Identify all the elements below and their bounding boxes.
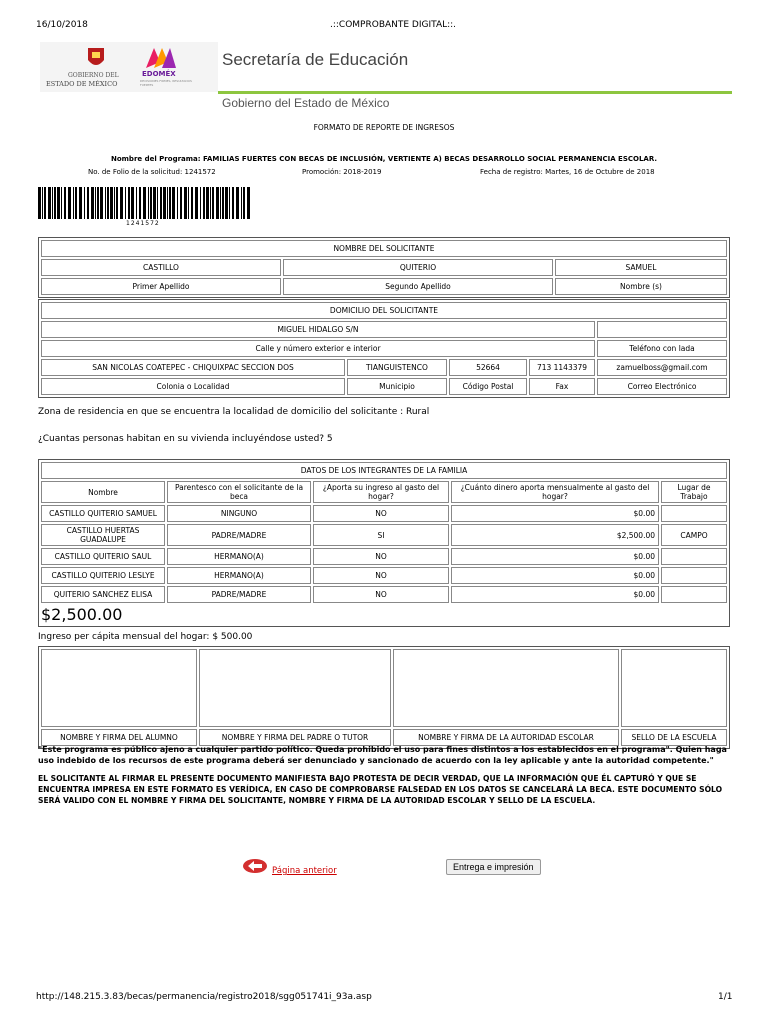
member-name: CASTILLO HUERTAS GUADALUPE bbox=[41, 524, 165, 546]
print-title: .::COMPROBANTE DIGITAL::. bbox=[330, 20, 457, 30]
member-name: CASTILLO QUITERIO LESLYE bbox=[41, 567, 165, 584]
program-line: Nombre del Programa: FAMILIAS FUERTES CON BECAS DE INCLUSIÓN, VERTIENTE A) BECAS DESARROLLO SOCIAL PERMANENCIA ESCOLAR. bbox=[110, 155, 658, 163]
barcode-bar bbox=[157, 187, 158, 219]
barcode-bar bbox=[139, 187, 141, 219]
barcode-bar bbox=[200, 187, 201, 219]
barcode-bar bbox=[84, 187, 85, 219]
familia-header: DATOS DE LOS INTEGRANTES DE LA FAMILIA bbox=[41, 462, 727, 479]
firma-autoridad-label: NOMBRE Y FIRMA DE LA AUTORIDAD ESCOLAR bbox=[393, 729, 619, 746]
table-row bbox=[41, 505, 727, 522]
barcode-bar bbox=[131, 187, 134, 219]
member-contributes: SI bbox=[313, 524, 449, 546]
barcode-bar bbox=[114, 187, 115, 219]
member-amount: $0.00 bbox=[451, 505, 659, 522]
barcode-bar bbox=[232, 187, 234, 219]
member-relation: HERMANO(A) bbox=[167, 548, 311, 565]
gov-logo-text-1: GOBIERNO DEL bbox=[68, 72, 119, 79]
familia-section bbox=[38, 459, 730, 627]
telefono-label: Teléfono con lada bbox=[597, 340, 727, 357]
member-amount: $0.00 bbox=[451, 567, 659, 584]
barcode-bar bbox=[216, 187, 219, 219]
entrega-impresion-button[interactable]: Entrega e impresión bbox=[446, 859, 541, 875]
firma-autoridad-space bbox=[393, 649, 619, 727]
personas-vivienda: ¿Cuantas personas habitan en su vivienda incluyéndose usted? 5 bbox=[38, 434, 333, 444]
member-contributes: NO bbox=[313, 505, 449, 522]
firma-padre-label: NOMBRE Y FIRMA DEL PADRE O TUTOR bbox=[199, 729, 391, 746]
member-contributes: NO bbox=[313, 548, 449, 565]
footer-page: 1/1 bbox=[718, 992, 733, 1002]
total-value: $2,500.00 bbox=[41, 605, 123, 624]
barcode-bar bbox=[163, 187, 166, 219]
barcode-bar bbox=[236, 187, 239, 219]
fax-label: Fax bbox=[529, 378, 595, 395]
table-row bbox=[41, 586, 727, 603]
calle-label: Calle y número exterior e interior bbox=[41, 340, 595, 357]
barcode-bar bbox=[172, 187, 175, 219]
gov-logo-text-2: ESTADO DE MÉXICO bbox=[46, 80, 118, 88]
form-title: FORMATO DE REPORTE DE INGRESOS bbox=[313, 123, 455, 132]
barcode-bar bbox=[87, 187, 89, 219]
member-relation: HERMANO(A) bbox=[167, 567, 311, 584]
member-contributes: NO bbox=[313, 567, 449, 584]
barcode-bar bbox=[61, 187, 62, 219]
table-row bbox=[41, 567, 727, 584]
barcode bbox=[38, 187, 250, 221]
cp-label: Código Postal bbox=[449, 378, 527, 395]
barcode-bar bbox=[125, 187, 126, 219]
member-relation: PADRE/MADRE bbox=[167, 524, 311, 546]
footer-url: http://148.215.3.83/becas/permanencia/registro2018/sgg051741i_93a.asp bbox=[36, 992, 372, 1002]
col-parentesco: Parentesco con el solicitante de la beca bbox=[167, 481, 311, 503]
barcode-bar bbox=[48, 187, 51, 219]
sello-escuela-label: SELLO DE LA ESCUELA bbox=[621, 729, 727, 746]
member-name: QUITERIO SANCHEZ ELISA bbox=[41, 586, 165, 603]
colonia-value: SAN NICOLAS COATEPEC - CHIQUIXPAC SECCION DOS bbox=[41, 359, 345, 376]
sello-escuela-space bbox=[621, 649, 727, 727]
segundo-apellido-value: QUITERIO bbox=[283, 259, 553, 276]
barcode-bar bbox=[241, 187, 242, 219]
barcode-bar bbox=[191, 187, 193, 219]
print-date: 16/10/2018 bbox=[36, 20, 88, 30]
barcode-bar bbox=[97, 187, 99, 219]
barcode-number: 1241572 bbox=[126, 220, 160, 227]
barcode-bar bbox=[136, 187, 137, 219]
promocion: Promoción: 2018-2019 bbox=[302, 168, 382, 176]
calle-value: MIGUEL HIDALGO S/N bbox=[41, 321, 595, 338]
cp-value: 52664 bbox=[449, 359, 527, 376]
barcode-bar bbox=[153, 187, 156, 219]
barcode-bars bbox=[38, 187, 250, 219]
barcode-bar bbox=[225, 187, 228, 219]
gobierno-subtitle: Gobierno del Estado de México bbox=[222, 96, 390, 110]
gov-logo bbox=[40, 42, 218, 92]
secretaria-title: Secretaría de Educación bbox=[222, 50, 409, 69]
member-name: CASTILLO QUITERIO SAUL bbox=[41, 548, 165, 565]
pagina-anterior-link[interactable]: Página anterior bbox=[272, 866, 337, 876]
banner-separator bbox=[218, 91, 732, 94]
member-amount: $2,500.00 bbox=[451, 524, 659, 546]
member-amount: $0.00 bbox=[451, 548, 659, 565]
member-workplace bbox=[661, 567, 727, 584]
firma-alumno-space bbox=[41, 649, 197, 727]
barcode-bar bbox=[229, 187, 230, 219]
barcode-bar bbox=[116, 187, 118, 219]
barcode-bar bbox=[38, 187, 41, 219]
barcode-bar bbox=[73, 187, 74, 219]
member-relation: PADRE/MADRE bbox=[167, 586, 311, 603]
member-workplace bbox=[661, 548, 727, 565]
barcode-bar bbox=[128, 187, 130, 219]
zona-residencia: Zona de residencia en que se encuentra la localidad de domicilio del solicitante : Rural bbox=[38, 407, 430, 417]
barcode-bar bbox=[177, 187, 178, 219]
solicitante-section bbox=[38, 237, 730, 398]
barcode-bar bbox=[247, 187, 250, 219]
banner bbox=[40, 42, 732, 120]
barcode-bar bbox=[107, 187, 109, 219]
barcode-bar bbox=[167, 187, 168, 219]
segundo-apellido-label: Segundo Apellido bbox=[283, 278, 553, 295]
municipio-label: Municipio bbox=[347, 378, 447, 395]
barcode-bar bbox=[79, 187, 82, 219]
barcode-bar bbox=[57, 187, 60, 219]
firmas-section bbox=[38, 646, 730, 749]
edomex-text: EDOMÉX bbox=[142, 70, 176, 78]
ingreso-percapita: Ingreso per cápita mensual del hogar: $ 500.00 bbox=[38, 632, 253, 642]
barcode-bar bbox=[160, 187, 162, 219]
correo-value: zamuelboss@gmail.com bbox=[597, 359, 727, 376]
table-row bbox=[41, 548, 727, 565]
barcode-bar bbox=[120, 187, 123, 219]
primer-apellido-value: CASTILLO bbox=[41, 259, 281, 276]
barcode-bar bbox=[184, 187, 187, 219]
barcode-bar bbox=[243, 187, 245, 219]
barcode-bar bbox=[220, 187, 221, 219]
barcode-bar bbox=[44, 187, 46, 219]
member-workplace bbox=[661, 505, 727, 522]
member-contributes: NO bbox=[313, 586, 449, 603]
col-lugar: Lugar de Trabajo bbox=[661, 481, 727, 503]
leyenda: "Este programa es público ajeno a cualquier partido político. Queda prohibido el uso para fines distintos a los establecidos en el programa". Quien haga uso indebido de los recursos de este programa deberá ser denunciado y sancionado de acuerdo con la ley aplicable y ante la autoridad competente." bbox=[38, 745, 727, 765]
barcode-bar bbox=[64, 187, 66, 219]
folio: No. de Folio de la solicitud: 1241572 bbox=[88, 168, 216, 176]
barcode-bar bbox=[188, 187, 189, 219]
barcode-bar bbox=[180, 187, 182, 219]
barcode-bar bbox=[52, 187, 53, 219]
member-workplace: CAMPO bbox=[661, 524, 727, 546]
primer-apellido-label: Primer Apellido bbox=[41, 278, 281, 295]
member-relation: NINGUNO bbox=[167, 505, 311, 522]
col-nombre: Nombre bbox=[41, 481, 165, 503]
barcode-bar bbox=[105, 187, 106, 219]
edomex-sub: DECISIONES FIRMES, RESULTADOS FUERTES bbox=[140, 79, 192, 87]
barcode-bar bbox=[169, 187, 171, 219]
correo-label: Correo Electrónico bbox=[597, 378, 727, 395]
barcode-bar bbox=[95, 187, 96, 219]
firma-alumno-label: NOMBRE Y FIRMA DEL ALUMNO bbox=[41, 729, 197, 746]
solicitante-header: NOMBRE DEL SOLICITANTE bbox=[41, 240, 727, 257]
table-row bbox=[41, 524, 727, 546]
barcode-bar bbox=[54, 187, 56, 219]
fax-value: 713 1143379 bbox=[529, 359, 595, 376]
municipio-value: TIANGUISTENCO bbox=[347, 359, 447, 376]
back-arrow-icon[interactable] bbox=[242, 858, 268, 878]
member-name: CASTILLO QUITERIO SAMUEL bbox=[41, 505, 165, 522]
col-cuanto: ¿Cuánto dinero aporta mensualmente al gasto del hogar? bbox=[451, 481, 659, 503]
member-amount: $0.00 bbox=[451, 586, 659, 603]
barcode-bar bbox=[110, 187, 113, 219]
barcode-bar bbox=[148, 187, 149, 219]
barcode-bar bbox=[143, 187, 146, 219]
col-aporta: ¿Aporta su ingreso al gasto del hogar? bbox=[313, 481, 449, 503]
barcode-bar bbox=[150, 187, 152, 219]
nombre-label: Nombre (s) bbox=[555, 278, 727, 295]
barcode-bar bbox=[75, 187, 77, 219]
declaracion: EL SOLICITANTE AL FIRMAR EL PRESENTE DOCUMENTO MANIFIESTA BAJO PROTESTA DE DECIR VERDAD, QUE LA INFORMACIÓN QUE ÉL CAPTURÓ Y QUE SE ENCUENTRA IMPRESA EN ESTE FORMATO ES VERÍDICA, EN CASO DE COMPROBARSE FALSEDAD EN LOS DATOS SE CANCELARÁ LA BECA. ESTE DOCUMENTO SÓLO SERÁ VALIDO CON EL NOMBRE Y FIRMA DEL SOLICITANTE, NOMBRE Y FIRMA DE LA AUTORIDAD ESCOLAR Y SELLO DE LA ESCUELA. bbox=[38, 774, 723, 805]
barcode-bar bbox=[42, 187, 43, 219]
member-workplace bbox=[661, 586, 727, 603]
barcode-bar bbox=[222, 187, 224, 219]
domicilio-header: DOMICILIO DEL SOLICITANTE bbox=[41, 302, 727, 319]
coat-of-arms-icon bbox=[86, 44, 106, 70]
barcode-bar bbox=[212, 187, 214, 219]
barcode-bar bbox=[195, 187, 198, 219]
edomex-logo-icon bbox=[144, 44, 178, 70]
firma-padre-space bbox=[199, 649, 391, 727]
barcode-bar bbox=[91, 187, 94, 219]
telefono-value bbox=[597, 321, 727, 338]
barcode-bar bbox=[68, 187, 71, 219]
barcode-bar bbox=[100, 187, 103, 219]
fecha-registro: Fecha de registro: Martes, 16 de Octubre de 2018 bbox=[480, 168, 655, 176]
barcode-bar bbox=[203, 187, 205, 219]
nombre-value: SAMUEL bbox=[555, 259, 727, 276]
barcode-bar bbox=[210, 187, 211, 219]
barcode-bar bbox=[206, 187, 209, 219]
colonia-label: Colonia o Localidad bbox=[41, 378, 345, 395]
